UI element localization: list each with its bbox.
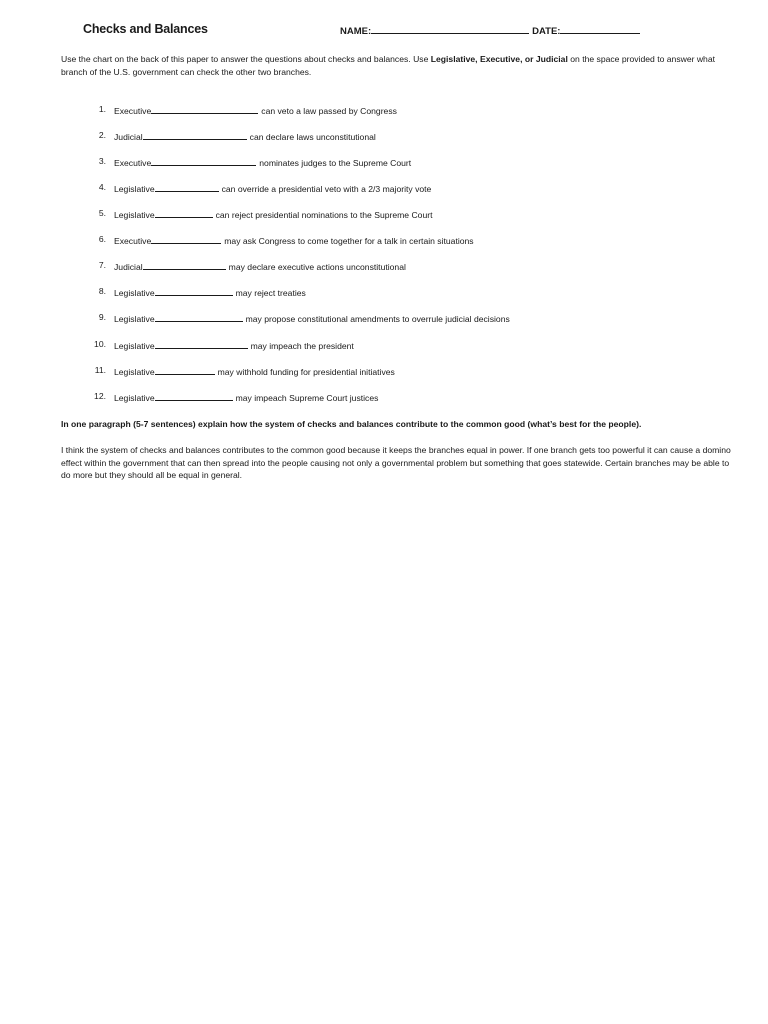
answer-blank[interactable] — [151, 104, 258, 114]
question-number: 6. — [98, 234, 106, 244]
question-number: 8. — [98, 286, 106, 296]
question-text: can override a presidential veto with a 2/3 majority vote — [221, 184, 432, 194]
question-number: 7. — [98, 260, 106, 270]
question-text: can declare laws unconstitutional — [249, 132, 376, 142]
question-answer: Executive — [114, 236, 152, 246]
question-number: 4. — [98, 182, 106, 192]
question-text: may declare executive actions unconstitutional — [228, 262, 406, 272]
question-answer: Legislative — [114, 314, 155, 324]
name-blank[interactable] — [371, 24, 529, 34]
question-text: may withhold funding for presidential initiatives — [217, 367, 395, 377]
answer-blank[interactable] — [155, 286, 233, 296]
question-answer: Executive — [114, 158, 152, 168]
question-text: can veto a law passed by Congress — [261, 106, 397, 116]
instructions-part2: on the space provided to answer what branch of the U.S. government can check the other two branches. — [61, 54, 715, 77]
answer-blank[interactable] — [155, 208, 213, 218]
question-text: may impeach the president — [250, 341, 354, 351]
question-text: may reject treaties — [235, 288, 306, 298]
question-text: may propose constitutional amendments to overrule judicial decisions — [245, 314, 510, 324]
question-text: may impeach Supreme Court justices — [235, 393, 379, 403]
question-number: 9. — [98, 312, 106, 322]
answer-blank[interactable] — [155, 339, 248, 349]
question-text: may ask Congress to come together for a talk in certain situations — [224, 236, 474, 246]
answer-blank[interactable] — [155, 182, 219, 192]
answer-blank[interactable] — [143, 130, 247, 140]
date-label: DATE: — [532, 26, 561, 37]
question-text: nominates judges to the Supreme Court — [259, 158, 412, 168]
date-blank[interactable] — [560, 24, 640, 34]
question-number: 12. — [94, 391, 106, 401]
instructions-part1: Use the chart on the back of this paper to answer the questions about checks and balances. Use — [61, 54, 431, 64]
answer-blank[interactable] — [155, 312, 243, 322]
essay-response: I think the system of checks and balances contributes to the common good because it keeps the branches equal in power. If one branch gets too powerful it can cause a domino effect within the government that can then spread into the people causing not only a governmental problem but something that goes statewide. Certain branches may be able to do more but they should all be equal in general. — [61, 445, 731, 481]
answer-blank[interactable] — [143, 260, 226, 270]
question-answer: Legislative — [114, 341, 155, 351]
name-date-line — [340, 24, 643, 37]
question-answer: Legislative — [114, 210, 155, 220]
answer-blank[interactable] — [151, 234, 221, 244]
question-answer: Legislative — [114, 288, 155, 298]
page-title: Checks and Balances — [83, 22, 208, 36]
question-answer: Legislative — [114, 184, 155, 194]
instructions-bold: Legislative, Executive, or Judicial — [430, 54, 568, 64]
answer-blank[interactable] — [155, 391, 233, 401]
question-answer: Legislative — [114, 367, 155, 377]
instructions — [61, 53, 741, 78]
question-number: 10. — [94, 339, 106, 349]
question-text: can reject presidential nominations to the Supreme Court — [215, 210, 433, 220]
question-number: 11. — [94, 365, 106, 375]
question-number: 5. — [98, 208, 106, 218]
question-number: 1. — [98, 104, 106, 114]
question-number: 2. — [98, 130, 106, 140]
answer-blank[interactable] — [151, 156, 256, 166]
question-answer: Judicial — [114, 132, 143, 142]
question-number: 3. — [98, 156, 106, 166]
answer-blank[interactable] — [155, 365, 215, 375]
name-label: NAME: — [340, 26, 372, 37]
question-answer: Executive — [114, 106, 152, 116]
essay-prompt: In one paragraph (5-7 sentences) explain how the system of checks and balances contribute to the common good (what’s best for the people). — [61, 419, 642, 429]
question-answer: Legislative — [114, 393, 155, 403]
question-answer: Judicial — [114, 262, 143, 272]
